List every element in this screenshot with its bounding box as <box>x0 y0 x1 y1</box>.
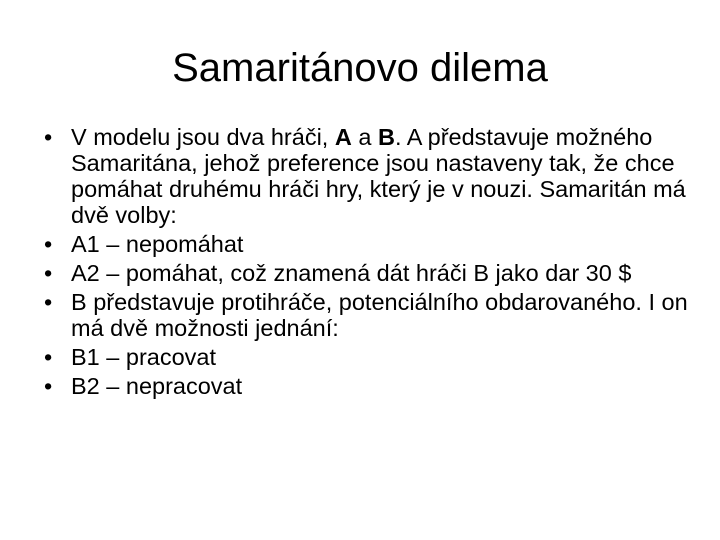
bullet-item <box>44 289 694 341</box>
bullet-icon: • <box>44 289 53 315</box>
bullet-text: B představuje protihráče, potenciálního obdarovaného. I on má dvě možnosti jednání: <box>71 289 688 341</box>
bullet-icon: • <box>44 260 53 286</box>
bullet-item <box>44 260 694 286</box>
bullet-text: B2 – nepracovat <box>71 373 243 399</box>
player-a-label: A <box>334 124 352 150</box>
bullet-item <box>44 344 694 370</box>
bullet-item <box>44 124 694 228</box>
bullet-item <box>44 231 694 257</box>
bullet-text: A1 – nepomáhat <box>71 231 244 257</box>
bullet-item <box>44 373 694 399</box>
bullet-icon: • <box>44 373 53 399</box>
bullet-text: V modelu jsou dva hráči, A a B. A představuje možného Samaritána, jehož preference jsou nastaveny tak, že chce pomáhat druhému hráči hry, který je v nouzi. Samaritán má dvě volby: <box>71 124 686 228</box>
bullet-text: A2 – pomáhat, což znamená dát hráči B jako dar 30 $ <box>71 260 632 286</box>
player-b-label: B <box>377 124 395 150</box>
bullet-icon: • <box>44 124 53 150</box>
bullet-list <box>44 124 694 402</box>
bullet-icon: • <box>44 344 53 370</box>
bullet-icon: • <box>44 231 53 257</box>
slide-title: Samaritánovo dilema <box>172 46 548 90</box>
bullet-text: B1 – pracovat <box>71 344 217 370</box>
